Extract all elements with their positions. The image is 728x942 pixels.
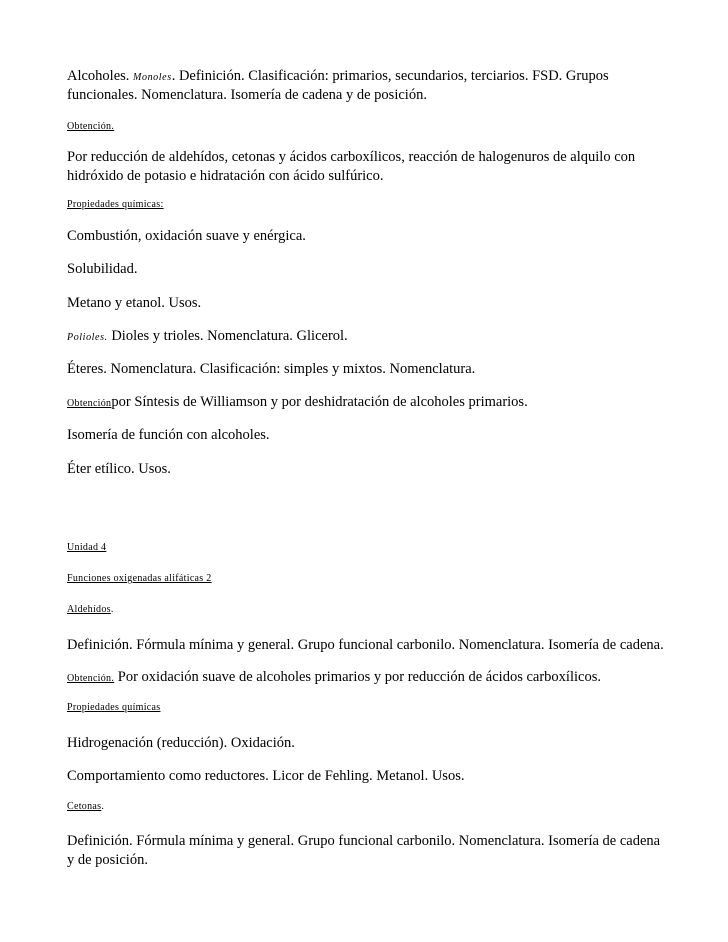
polioles-label: Polioles.	[67, 332, 108, 343]
intro-monoles: Monoles	[133, 72, 172, 83]
propiedades-heading-1: Propiedades químicas:	[67, 199, 164, 210]
obtencion-label-2: Obtención	[67, 398, 112, 409]
obtencion-text-2: por Síntesis de Williamson y por deshidratación de alcoholes primarios.	[111, 394, 528, 410]
cetonas-heading: Cetonas	[67, 801, 102, 812]
isomeria-funcion-line: Isomería de función con alcoholes.	[67, 427, 270, 443]
aldehidos-heading: Aldehídos	[67, 604, 111, 615]
aldehidos-period: .	[110, 604, 114, 615]
aldehidos-definition: Definición. Fórmula mínima y general. Grupo funcional carbonilo. Nomenclatura. Isomería de cadena.	[67, 637, 664, 653]
cetonas-period: .	[101, 801, 105, 812]
aldehidos-heading-line	[67, 603, 667, 617]
hidrogenacion-line: Hidrogenación (reducción). Oxidación.	[67, 735, 295, 751]
obtencion-heading-1: Obtención.	[67, 121, 115, 132]
propiedades-heading-2: Propiedades químicas	[67, 702, 161, 713]
combustion-line: Combustión, oxidación suave y enérgica.	[67, 228, 306, 244]
metano-line: Metano y etanol. Usos.	[67, 295, 202, 311]
polioles-text: Dioles y trioles. Nomenclatura. Glicerol.	[111, 328, 348, 344]
intro-paragraph	[67, 67, 667, 105]
obtencion-label-3: Obtención.	[67, 673, 115, 684]
cetonas-definition: Definición. Fórmula mínima y general. Grupo funcional carbonilo. Nomenclatura. Isomería de cadena y de posición.	[67, 833, 661, 868]
cetonas-heading-line	[67, 800, 667, 814]
intro-alcoholes: Alcoholes.	[67, 68, 130, 84]
unidad-heading: Unidad 4	[67, 542, 107, 553]
eteres-line: Éteres. Nomenclatura. Clasificación: simples y mixtos. Nomenclatura.	[67, 361, 476, 377]
intro-definicion: . Definición. Clasificación: primarios, secundarios, terciarios. FSD. Grupos funcionales. Nomenclatura. Isomería de cadena y de posición.	[67, 68, 609, 103]
solubilidad-line: Solubilidad.	[67, 261, 138, 277]
polioles-paragraph	[67, 327, 667, 346]
obtencion-text-1: Por reducción de aldehídos, cetonas y ácidos carboxílicos, reacción de halogenuros de alquilo con hidróxido de potasio e hidratación con ácido sulfúrico.	[67, 149, 636, 184]
obtencion-paragraph-2	[67, 393, 667, 412]
funciones-heading: Funciones oxigenadas alifáticas 2	[67, 573, 212, 584]
eter-etilico-line: Éter etílico. Usos.	[67, 461, 171, 477]
comportamiento-line: Comportamiento como reductores. Licor de Fehling. Metanol. Usos.	[67, 768, 465, 784]
obtencion-paragraph-3	[67, 668, 667, 687]
obtencion-text-3: Por oxidación suave de alcoholes primarios y por reducción de ácidos carboxílicos.	[117, 669, 601, 685]
